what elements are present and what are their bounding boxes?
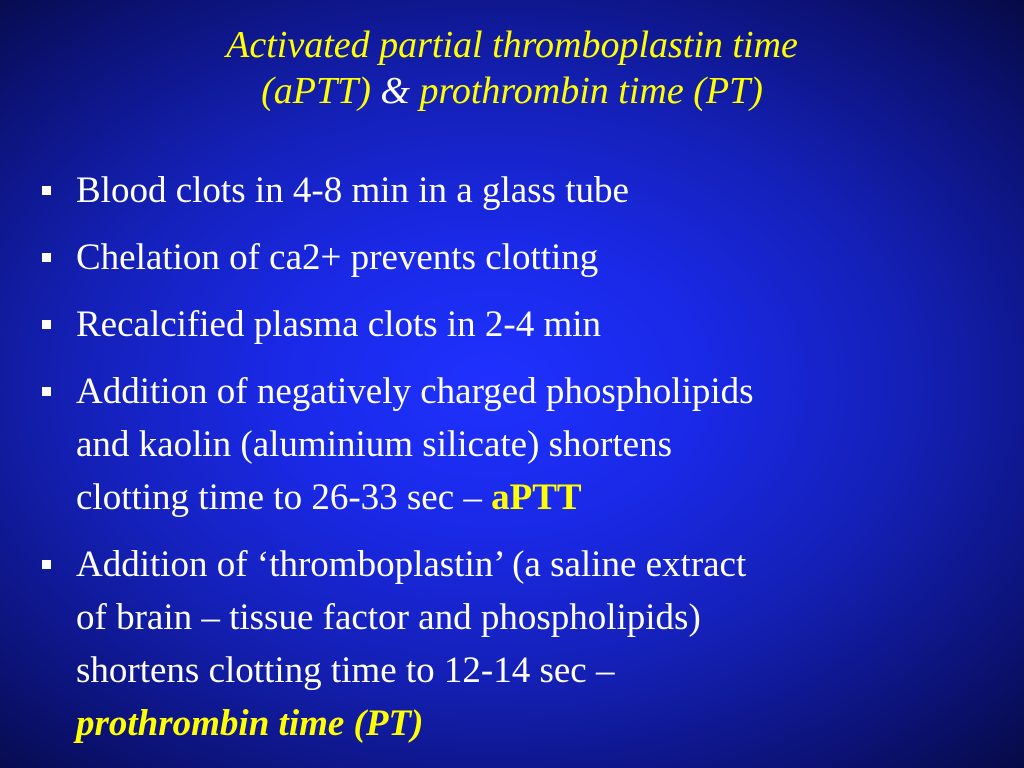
bullet-line: Addition of negatively charged phospholipids — [76, 371, 754, 412]
title-line-2 — [0, 68, 1024, 114]
square-bullet-icon — [42, 560, 51, 569]
title-ampersand: & — [380, 70, 410, 112]
bullet-item — [40, 538, 1000, 750]
bullet-line: of brain – tissue factor and phospholipids) — [76, 597, 701, 638]
bullet-item — [40, 298, 1000, 351]
bullet-line: shortens clotting time to 12-14 sec – — [76, 650, 615, 691]
title-line-1: Activated partial thromboplastin time — [226, 24, 798, 66]
pt-highlight: prothrombin time (PT) — [76, 703, 424, 744]
bullet-item — [40, 164, 1000, 217]
slide-title — [0, 22, 1024, 114]
title-pt: prothrombin time (PT) — [419, 70, 763, 112]
bullet-line: and kaolin (aluminium silicate) shortens — [76, 424, 672, 465]
square-bullet-icon — [42, 387, 51, 396]
square-bullet-icon — [42, 186, 51, 195]
aptt-highlight: aPTT — [491, 477, 582, 518]
bullet-line: Blood clots in 4-8 min in a glass tube — [76, 170, 629, 211]
bullet-line-text: clotting time to 26-33 sec – — [76, 477, 492, 518]
bullet-line: Chelation of ca2+ prevents clotting — [76, 237, 599, 278]
square-bullet-icon — [42, 253, 51, 262]
bullet-item — [40, 231, 1000, 284]
square-bullet-icon — [42, 320, 51, 329]
bullet-line: Recalcified plasma clots in 2-4 min — [76, 304, 602, 345]
bullet-item — [40, 365, 1000, 524]
title-aptt: (aPTT) — [261, 70, 371, 112]
bullet-list — [40, 164, 1000, 764]
bullet-line — [76, 471, 1000, 524]
bullet-line: Addition of ‘thromboplastin’ (a saline extract — [76, 544, 747, 585]
